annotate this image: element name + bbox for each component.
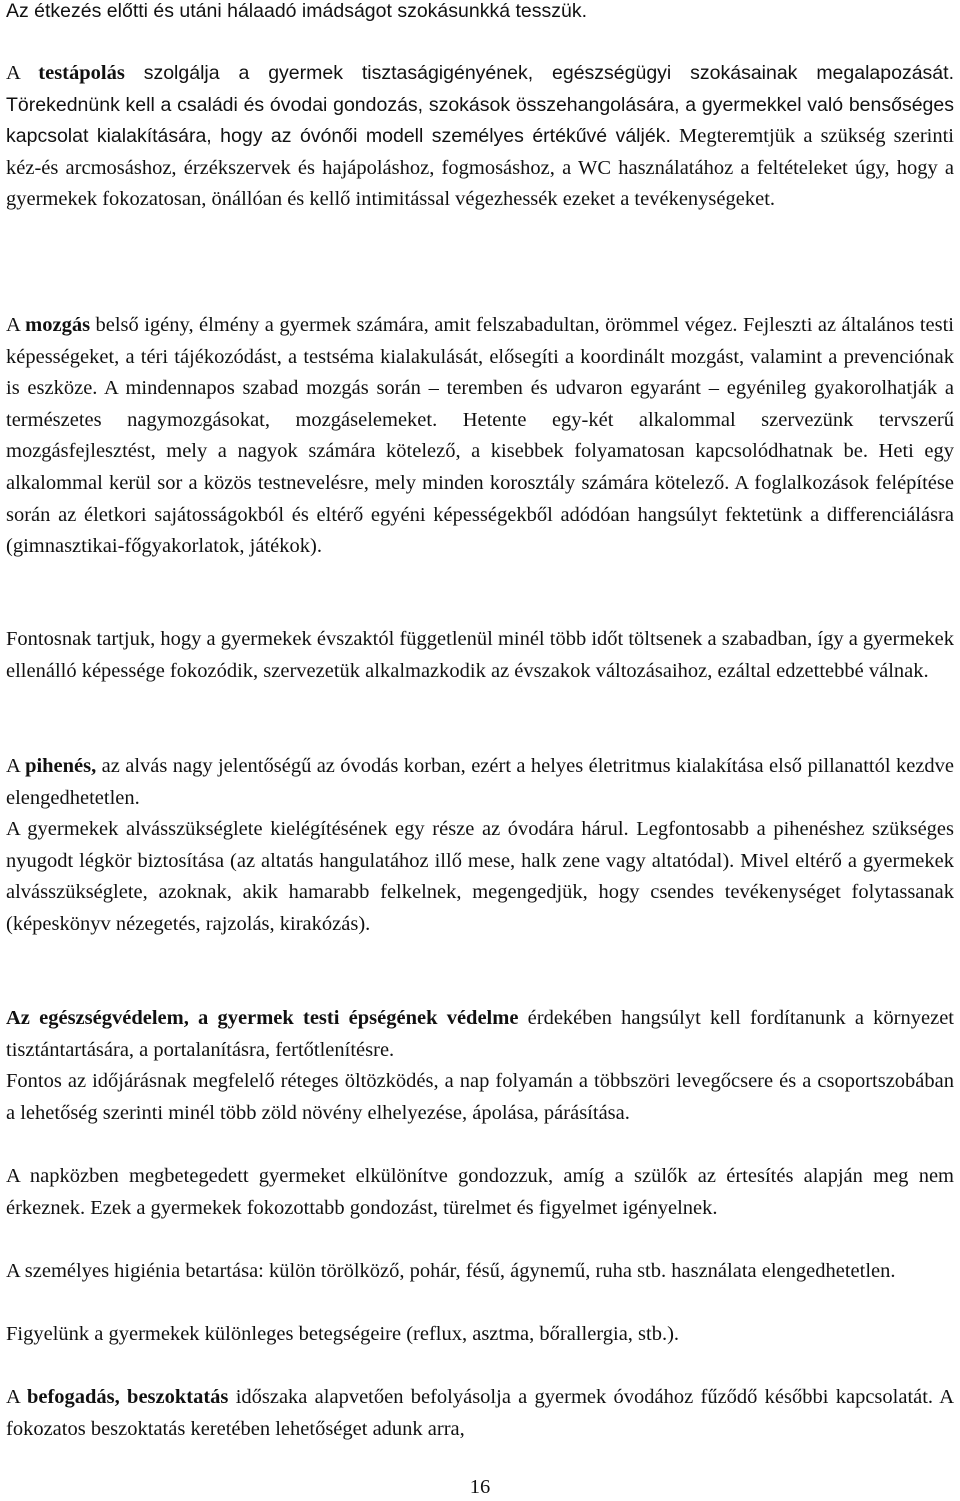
text-run: A	[6, 314, 26, 336]
text-run: érdekében hangsúlyt kell fordítanunk a környezet tisztántartására, a portalanításra, fertőtlenítésre.	[6, 1007, 954, 1061]
keyword-bold: Az egészségvédelem, a gyermek testi épségének védelme	[6, 1007, 519, 1029]
text-run: az alvás nagy jelentőségű az óvodás korban, ezért a helyes életritmus kialakítása első pillanattól kezdve elengedhetetlen.	[6, 755, 954, 809]
paragraph-hygiene: A személyes higiénia betartása: külön törölköző, pohár, fésű, ágynemű, ruha stb. használata elengedhetetlen.	[6, 1260, 896, 1282]
paragraph-body-care	[6, 58, 954, 216]
text-run: A	[6, 62, 39, 84]
paragraph-settling-in	[6, 1382, 954, 1445]
text-run: belső igény, élmény a gyermek számára, amit felszabadultan, örömmel végez. Fejleszti az általános testi képességeket, a téri tájékozódást, a testséma kialakulását, elősegíti a koordinált mozgást, valamint a prevenciónak is eszköze. A mindennapos szabad mozgás során – teremben és udvaron egyaránt – egyénileg gyakorolhatják a természetes nagymozgásokat, mozgáselemeket. Hetente egy-két alkalommal szervezünk tervszerű mozgásfejlesztést, mely a nagyok számára kötelező, a kisebbek folyamatosan kapcsolódhatnak be. Heti egy alkalommal kerül sor a közös testnevelésre, mely minden korosztály számára kötelező. A foglalkozások felépítése során az életkori sajátosságokból és eltérő egyéni képességekből adódóan hangsúlyt fektetünk a differenciálásra (gimnasztikai-főgyakorlatok, játékok).	[6, 314, 954, 558]
keyword-bold: testápolás	[38, 62, 125, 84]
paragraph-prayer: Az étkezés előtti és utáni hálaadó imádságot szokásunkká tesszük.	[6, 0, 587, 22]
text-run: Megteremtjük a szükség szerinti kéz-és arcmosáshoz, érzékszervek és hajápoláshoz, fogmosáshoz, a WC használatához a feltételeket úgy, hogy a gyermekek fokozatosan, önállóan és kellő intimitással végezhessék ezeket a tevékenységeket.	[6, 125, 954, 211]
paragraph-special-illnesses: Figyelünk a gyermekek különleges betegségeire (reflux, asztma, bőrallergia, stb.).	[6, 1323, 680, 1345]
text-run: A	[6, 1386, 27, 1408]
keyword-bold: befogadás, beszoktatás	[26, 1386, 229, 1408]
paragraph-sleep-needs: A gyermekek alvásszükséglete kielégítésének egy része az óvodára hárul. Legfontosabb a pihenéshez szükséges nyugodt légkör biztosítása (az altatás hangulatához illő mese, halk zene vagy altatódal). Mivel eltérő a gyermekek alvásszükséglete, azoknak, akik hamarabb felkelnek, megengedjük, hogy csendes tevékenységet folytassanak (képeskönyv nézegetés, rajzolás, kirakózás).	[6, 818, 954, 935]
keyword-bold: pihenés,	[25, 755, 97, 777]
paragraph-movement	[6, 310, 954, 563]
paragraph-outdoors: Fontosnak tartjuk, hogy a gyermekek évszaktól függetlenül minél több időt töltsenek a szabadban, így a gyermekek ellenálló képessége fokozódik, szervezetük alkalmazkodik az évszakok változásaihoz, ezáltal edzettebbé válnak.	[6, 628, 954, 682]
text-run: időszaka alapvetően befolyásolja a gyermek óvodához fűződő későbbi kapcsolatát. A fokozatos beszoktatás keretében lehetőséget adunk arra,	[6, 1386, 954, 1440]
text-run: szolgálja a gyermek tisztaságigényének, egészségügyi szokásainak megalapozását. Törekednünk kell a családi és óvodai gondozás, szokások összehangolására, a gyermekkel való bensőséges kapcsolat kialakítására, hogy az óvónői modell személyes értékűvé váljék.	[6, 62, 954, 148]
paragraph-sick-child: A napközben megbetegedett gyermeket elkülönítve gondozzuk, amíg a szülők az értesítés alapján meg nem érkeznek. Ezek a gyermekek fokozottabb gondozást, türelmet és figyelmet igényelnek.	[6, 1165, 954, 1219]
page-number: 16	[469, 1476, 491, 1498]
paragraph-clothing-air: Fontos az időjárásnak megfelelő réteges öltözködés, a nap folyamán a többszöri levegőcsere és a csoportszobában a lehetőség szerinti minél több zöld növény elhelyezése, ápolása, párásítása.	[6, 1070, 954, 1124]
paragraph-rest	[6, 751, 954, 814]
paragraph-health-protection	[6, 1003, 954, 1066]
text-run: A	[6, 755, 26, 777]
keyword-bold: mozgás	[25, 314, 91, 336]
